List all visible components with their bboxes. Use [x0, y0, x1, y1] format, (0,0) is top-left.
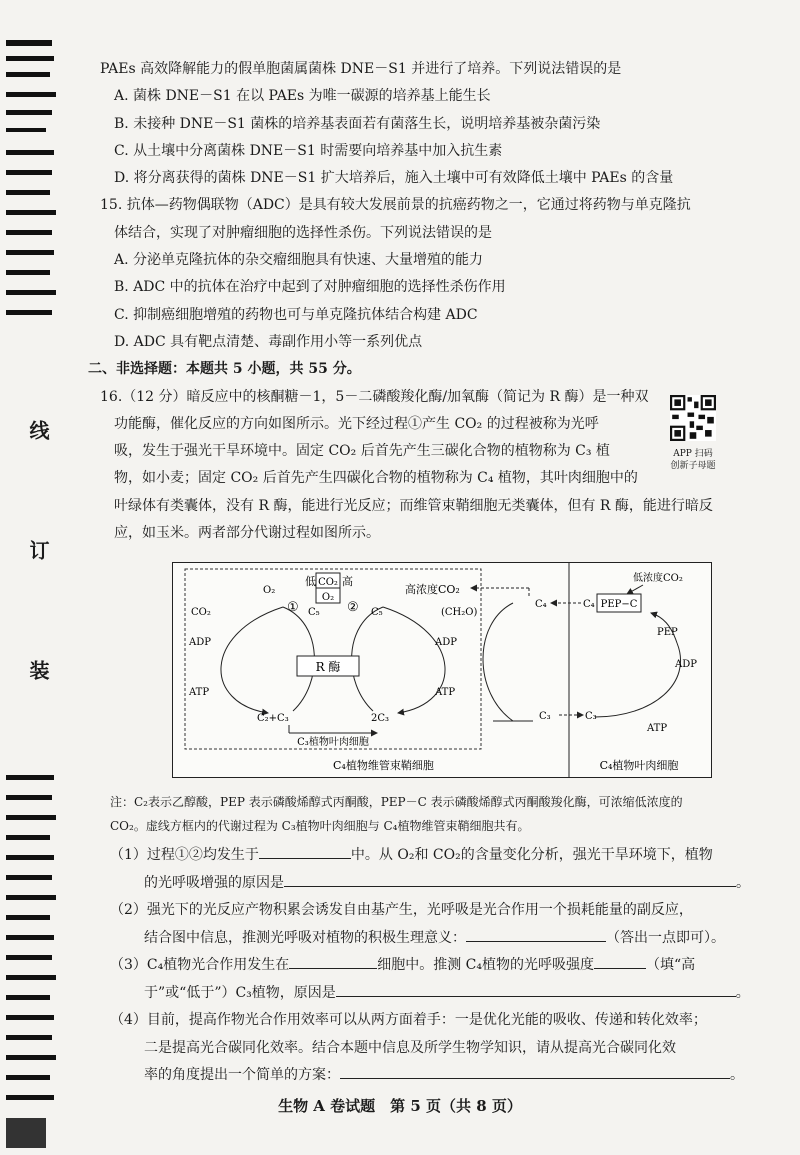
q16-subquestions [110, 842, 790, 1090]
c2-c3-label: C₂+C₃ [257, 713, 289, 724]
margin-bar [6, 290, 56, 295]
margin-bar [6, 975, 56, 980]
margin-bar [6, 815, 56, 820]
c5-left-label: C₅ [308, 607, 320, 618]
sub2-text-c: （答出一点即可）。 [606, 929, 725, 946]
q15-option-b: B. ADC 中的抗体在治疗中起到了对肿瘤细胞的选择性杀伤作用 [114, 279, 506, 296]
binding-margin [0, 0, 60, 1155]
question-text [88, 56, 780, 547]
adp-left-label: ADP [189, 637, 211, 648]
adp-mid-label: ADP [435, 637, 457, 648]
c4-bundle-sheath-caption: C₄植物维管束鞘细胞 [333, 759, 434, 772]
sub3-period: 。 [735, 984, 750, 1001]
margin-bar [6, 190, 50, 195]
margin-bar [6, 1075, 50, 1080]
margin-bar [6, 795, 52, 800]
atp-mid-label: ATP [435, 687, 456, 698]
atp-left-label: ATP [189, 687, 210, 698]
qr-caption-line1: APP 扫码 [673, 449, 713, 459]
sub3-text-b: 细胞中。推测 C₄植物的光呼吸强度 [377, 957, 595, 973]
high-co2-label: 高浓度CO₂ [405, 583, 460, 596]
margin-bar [6, 915, 50, 920]
two-c3-label: 2C₃ [371, 713, 390, 724]
sub4-text-c: 率的角度提出一个简单的方案： [144, 1067, 340, 1083]
margin-bar [6, 310, 52, 315]
margin-bar [6, 40, 52, 46]
c5-right-label: C₅ [371, 607, 383, 618]
margin-bar [6, 955, 52, 960]
q14-option-d: D. 将分离获得的菌株 DNE－S1 扩大培养后，施入土壤中可有效降低土壤中 PAEs 的含量 [114, 170, 674, 187]
margin-bar [6, 210, 56, 215]
margin-bar [6, 855, 54, 860]
photosynthesis-diagram [172, 562, 712, 778]
margin-bar [6, 128, 46, 132]
pep-c-label: PEP−C [600, 599, 638, 610]
high-label: 高 [342, 575, 353, 588]
c3-bundle-label: C₃ [539, 711, 551, 722]
margin-label-xian: 线 [26, 420, 50, 440]
q15-option-d: D. ADC 具有靶点清楚、毒副作用小等一系列优点 [114, 333, 423, 350]
margin-bar [6, 835, 50, 840]
q16-para-line4: 物，如小麦；固定 CO₂ 后首先产生四碳化合物的植物称为 C₄ 植物，其叶肉细胞中的 [114, 470, 638, 487]
q14-stem-tail: PAEs 高效降解能力的假单胞菌属菌株 DNE－S1 并进行了培养。下列说法错误的是 [100, 61, 622, 77]
qr-code-icon[interactable] [670, 395, 716, 441]
answer-blank-2[interactable] [466, 925, 606, 942]
o2-box-label: O₂ [321, 592, 335, 603]
q15-stem-line1: 15. 抗体—药物偶联物（ADC）是具有较大发展前景的抗癌药物之一，它通过将药物与单克隆抗 [100, 197, 691, 214]
sub1-text-c: 的光呼吸增强的原因是 [144, 874, 284, 891]
diagram-note [110, 790, 780, 838]
section-heading: 二、非选择题：本题共 5 小题，共 55 分。 [88, 361, 361, 378]
margin-bar [6, 895, 56, 900]
process-2-marker: ② [347, 600, 359, 615]
q14-option-a: A. 菌株 DNE－S1 在以 PAEs 为唯一碳源的培养基上能生长 [114, 88, 491, 105]
q16-para-line6: 应，如玉米。两者部分代谢过程如图所示。 [114, 525, 380, 542]
sub3-text-c: （填“高 [646, 957, 696, 973]
sub1-text-b: 中。从 O₂和 CO₂的含量变化分析，强光干旱环境下，植物 [350, 847, 713, 863]
answer-blank-1a[interactable] [259, 842, 351, 859]
sub1-text-a: （1）过程①②均发生于 [110, 847, 259, 863]
q16-para-line5: 叶绿体有类囊体，没有 R 酶，能进行光反应；而维管束鞘细胞无类囊体，但有 R 酶，能进行暗反 [114, 497, 713, 514]
margin-label-ding: 订 [26, 540, 50, 560]
answer-blank-3a[interactable] [289, 952, 377, 969]
c3-mesophyll-product-label: C₃ [585, 711, 597, 722]
co2-box-label: CO₂ [318, 577, 338, 588]
qr-block[interactable] [628, 395, 758, 472]
margin-label-zhuang: 装 [26, 660, 50, 680]
q15-option-a: A. 分泌单克隆抗体的杂交瘤细胞具有快速、大量增殖的能力 [114, 252, 484, 269]
c3-mesophyll-label: C₃植物叶肉细胞 [297, 737, 369, 748]
c4-cycle-arc [595, 643, 681, 717]
margin-bar [6, 92, 56, 97]
c4-mesophyll-caption: C₄植物叶肉细胞 [599, 759, 679, 772]
margin-bar [6, 1015, 54, 1020]
margin-bar [6, 230, 52, 235]
q15-stem-line2: 体结合，实现了对肿瘤细胞的选择性杀伤。下列说法错误的是 [114, 224, 492, 241]
sub4-text-a: （4）目前，提高作物光合作用效率可以从两方面着手：一是优化光能的吸收、传递和转化效率； [110, 1012, 707, 1028]
margin-bar [6, 170, 52, 175]
margin-bar [6, 935, 54, 940]
q16-para-line3: 吸，发生于强光干旱环境中。固定 CO₂ 后首先产生三碳化合物的植物称为 C₃ 植 [114, 443, 610, 460]
o2-left-label: O₂ [263, 585, 276, 596]
answer-blank-3c[interactable] [336, 980, 736, 997]
q16-para-line1: 16.（12 分）暗反应中的核酮糖－1，5－二磷酸羧化酶/加氧酶（简记为 R 酶）是一种双 [100, 388, 649, 405]
margin-bar [6, 995, 50, 1000]
left-cycle-arc [221, 607, 283, 713]
margin-bar [6, 1035, 52, 1040]
margin-bar [6, 1055, 56, 1060]
q15-option-c: C. 抑制癌细胞增殖的药物也可与单克隆抗体结合构建 ADC [114, 306, 478, 323]
sub2-text-b: 结合图中信息，推测光呼吸对植物的积极生理意义： [144, 929, 466, 946]
sub4-text-b: 二是提高光合碳同化效率。结合本题中信息及所学生物学知识，请从提高光合碳同化效 [144, 1039, 676, 1056]
ch2o-label: (CH₂O) [441, 607, 478, 618]
margin-bar [6, 1118, 46, 1148]
sub3-text-d: 于”或“低于”）C₃植物，原因是 [144, 984, 336, 1001]
c4-mesophyll-label: C₄ [583, 599, 595, 610]
process-1-marker: ① [287, 600, 299, 615]
sub4-period: 。 [730, 1067, 744, 1083]
answer-blank-3b[interactable] [594, 952, 646, 969]
margin-bar [6, 72, 50, 77]
margin-bar [6, 775, 54, 780]
sub1-period: 。 [736, 874, 750, 891]
answer-blank-4[interactable] [340, 1062, 730, 1079]
margin-bar [6, 270, 50, 275]
answer-blank-1b[interactable] [284, 870, 736, 887]
note-line1: 注：C₂表示乙醇酸，PEP 表示磷酸烯醇式丙酮酸，PEP－C 表示磷酸烯醇式丙酮酸羧化酶，可浓缩低浓度的 [110, 795, 683, 809]
note-line2: CO₂。虚线方框内的代谢过程为 C₃植物叶肉细胞与 C₄植物维管束鞘细胞共有。 [110, 819, 530, 833]
atp-right-label: ATP [647, 723, 668, 734]
sub3-text-a: （3）C₄植物光合作用发生在 [110, 957, 290, 973]
page-footer: 生物 A 卷试题 第 5 页（共 8 页） [278, 1097, 522, 1115]
co2-released-label: CO₂ [191, 607, 211, 618]
margin-bar [6, 110, 52, 115]
q16-para-line2: 功能酶，催化反应的方向如图所示。光下经过程①产生 CO₂ 的过程被称为光呼 [114, 415, 599, 432]
sub2-text-a: （2）强光下的光反应产物积累会诱发自由基产生，光呼吸是光合作用一个损耗能量的副反应， [110, 902, 693, 918]
r-enzyme-label: R 酶 [315, 660, 341, 674]
q14-option-b: B. 未接种 DNE－S1 菌株的培养基表面若有菌落生长，说明培养基被杂菌污染 [114, 115, 601, 132]
margin-bar [6, 250, 54, 255]
pep-label: PEP [657, 627, 678, 638]
margin-bar [6, 875, 52, 880]
c4-bundle-label: C₄ [535, 599, 547, 610]
adp-right-label: ADP [675, 659, 697, 670]
margin-bar [6, 150, 54, 155]
qr-caption-line2: 创新子母题 [670, 461, 716, 471]
diagram-svg [173, 563, 711, 777]
low-label: 低 [305, 575, 316, 588]
low-co2-label: 低浓度CO₂ [633, 573, 683, 584]
margin-bar [6, 56, 54, 61]
q14-option-c: C. 从土壤中分离菌株 DNE－S1 时需要向培养基中加入抗生素 [114, 142, 503, 159]
